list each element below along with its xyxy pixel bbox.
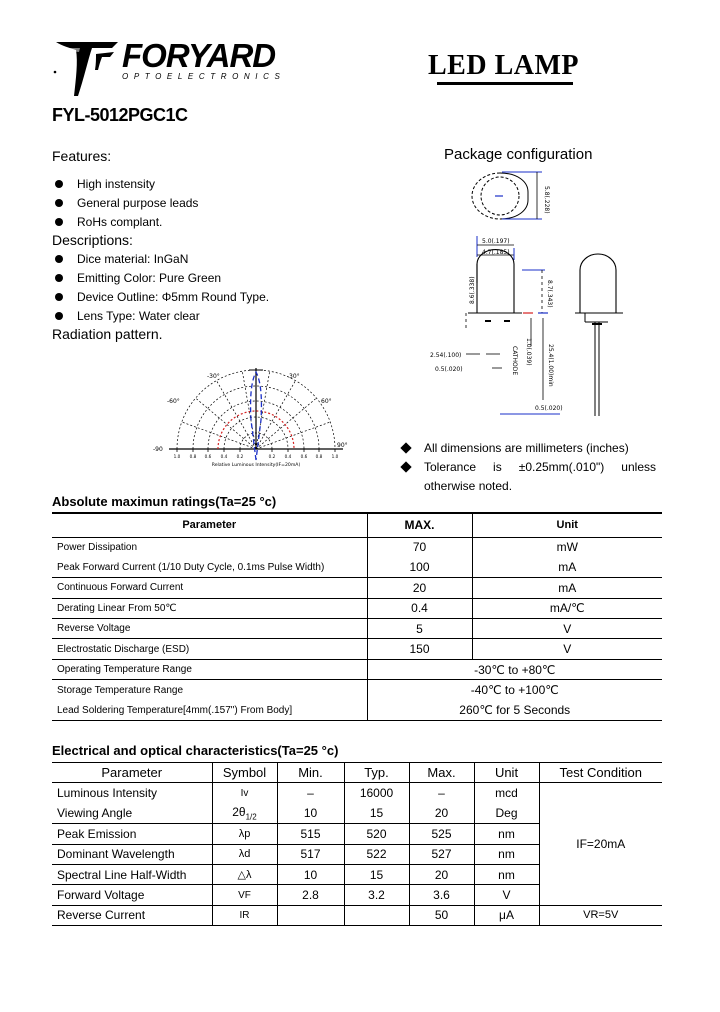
table-row: Reverse Current IR 50 μA VR=5V bbox=[52, 905, 662, 925]
svg-text:0.4: 0.4 bbox=[284, 454, 292, 459]
column-header: Max. bbox=[409, 763, 474, 783]
package-heading: Package configuration bbox=[444, 146, 593, 163]
table-row: Derating Linear From 50℃ 0.4 mA/℃ bbox=[52, 598, 662, 618]
svg-text:0.6: 0.6 bbox=[300, 454, 308, 459]
table-row: Spectral Line Half-Width △λ 10 15 20 nm bbox=[52, 864, 662, 884]
svg-text:2.54(.100): 2.54(.100) bbox=[430, 352, 462, 359]
note-item: Tolerance is ±0.25mm(.010") unless otherwise noted. bbox=[398, 458, 656, 496]
part-number: FYL-5012PGC1C bbox=[52, 105, 188, 125]
svg-text:CATHODE: CATHODE bbox=[511, 346, 518, 376]
svg-text:Relative Luminous Intensity(IF: Relative Luminous Intensity(IF=20mA) bbox=[211, 463, 301, 468]
svg-text:90°: 90° bbox=[337, 442, 348, 449]
table-row: Viewing Angle $2\theta_{1/2}$ 10 15 20 Deg bbox=[52, 803, 662, 823]
column-header: Unit bbox=[556, 519, 578, 532]
brand-subtitle: OPTOELECTRONICS bbox=[122, 72, 286, 81]
list-item: RoHs complant. bbox=[52, 212, 198, 231]
svg-text:0.2: 0.2 bbox=[268, 454, 276, 459]
abs-max-heading: Absolute maximun ratings(Ta=25 °c) bbox=[52, 494, 277, 509]
package-drawing bbox=[430, 168, 660, 418]
svg-text:-30°: -30° bbox=[207, 373, 220, 380]
svg-text:60°: 60° bbox=[321, 398, 332, 405]
diamond-bullet-icon bbox=[400, 442, 411, 453]
features-heading: Features: bbox=[52, 148, 112, 164]
radiation-heading: Radiation pattern. bbox=[52, 326, 163, 342]
abs-max-table bbox=[52, 512, 662, 721]
bullet-icon bbox=[55, 274, 63, 282]
svg-text:0.5(.020): 0.5(.020) bbox=[535, 405, 563, 412]
svg-text:8.7(.343): 8.7(.343) bbox=[546, 280, 553, 308]
list-item: General purpose leads bbox=[52, 193, 198, 212]
descriptions-heading: Descriptions: bbox=[52, 232, 133, 248]
svg-text:1.0(.039): 1.0(.039) bbox=[525, 338, 532, 366]
svg-text:25.4(1.00)min: 25.4(1.00)min bbox=[547, 344, 554, 387]
svg-text:4.7(.185): 4.7(.185) bbox=[482, 249, 510, 256]
diamond-bullet-icon bbox=[400, 461, 411, 472]
bullet-icon bbox=[55, 293, 63, 301]
svg-text:1.0: 1.0 bbox=[331, 454, 339, 459]
column-header: Symbol bbox=[212, 763, 277, 783]
features-list bbox=[52, 174, 198, 231]
document-title: LED LAMP bbox=[428, 50, 579, 81]
svg-text:0.4: 0.4 bbox=[220, 454, 228, 459]
column-header: Min. bbox=[277, 763, 344, 783]
table-row: Storage Temperature Range -40℃ to +100℃ bbox=[52, 680, 662, 700]
list-item: Emitting Color: Pure Green bbox=[52, 268, 269, 287]
svg-text:0.8: 0.8 bbox=[189, 454, 197, 459]
table-row: Operating Temperature Range -30℃ to +80℃ bbox=[52, 659, 662, 679]
column-header: Parameter bbox=[52, 763, 212, 783]
radiation-pattern-chart bbox=[145, 360, 350, 470]
table-row: Luminous Intensity Iv – 16000 – mcd IF=20mA bbox=[52, 783, 662, 803]
table-row: Forward Voltage VF 2.8 3.2 3.6 V bbox=[52, 885, 662, 905]
bullet-icon bbox=[55, 255, 63, 263]
svg-text:0.5(.020): 0.5(.020) bbox=[435, 366, 463, 373]
column-header: MAX. bbox=[367, 513, 472, 537]
foryard-logo-icon bbox=[52, 40, 122, 98]
svg-text:8.6(.338): 8.6(.338) bbox=[469, 276, 476, 304]
list-item: Dice material: InGaN bbox=[52, 249, 269, 268]
list-item: Device Outline: Φ5mm Round Type. bbox=[52, 287, 269, 306]
list-item: High instensity bbox=[52, 174, 198, 193]
column-header: Test Condition bbox=[539, 763, 662, 783]
title-underline bbox=[437, 82, 573, 85]
table-row: Peak Emission λp 515 520 525 nm bbox=[52, 824, 662, 844]
bullet-icon bbox=[55, 180, 63, 188]
svg-text:0.2: 0.2 bbox=[236, 454, 244, 459]
column-header: Typ. bbox=[344, 763, 409, 783]
bullet-icon bbox=[55, 199, 63, 207]
eo-heading: Electrical and optical characteristics(Ta=25 °c) bbox=[52, 743, 339, 758]
svg-text:30°: 30° bbox=[289, 373, 300, 380]
table-row: Peak Forward Current (1/10 Duty Cycle, 0.1ms Pulse Width) 100 mA bbox=[52, 557, 662, 577]
table-row: Power Dissipation 70 mW bbox=[52, 537, 662, 557]
svg-text:5.8(.228): 5.8(.228) bbox=[543, 186, 550, 214]
table-row: Electrostatic Discharge (ESD) 150 V bbox=[52, 639, 662, 659]
table-row: Lead Soldering Temperature[4mm(.157") From Body] 260℃ for 5 Seconds bbox=[52, 700, 662, 720]
package-notes bbox=[398, 439, 660, 496]
bullet-icon bbox=[55, 218, 63, 226]
svg-text:0.8: 0.8 bbox=[315, 454, 323, 459]
note-item: All dimensions are millimeters (inches) bbox=[398, 439, 656, 458]
svg-text:0.6: 0.6 bbox=[204, 454, 212, 459]
eo-characteristics-table bbox=[52, 762, 662, 926]
svg-text:-90: -90 bbox=[153, 446, 163, 453]
table-row: Dominant Wavelength λd 517 522 527 nm bbox=[52, 844, 662, 864]
table-row: Reverse Voltage 5 V bbox=[52, 619, 662, 639]
column-header: Unit bbox=[474, 763, 539, 783]
svg-text:5.0(.197): 5.0(.197) bbox=[482, 238, 510, 245]
table-row: Continuous Forward Current 20 mA bbox=[52, 578, 662, 598]
descriptions-list bbox=[52, 249, 269, 325]
bullet-icon bbox=[55, 312, 63, 320]
list-item: Lens Type: Water clear bbox=[52, 306, 269, 325]
column-header: Parameter bbox=[52, 513, 367, 537]
brand-name: FORYARD bbox=[122, 37, 276, 74]
svg-text:1.0: 1.0 bbox=[173, 454, 181, 459]
svg-text:-60°: -60° bbox=[167, 398, 180, 405]
